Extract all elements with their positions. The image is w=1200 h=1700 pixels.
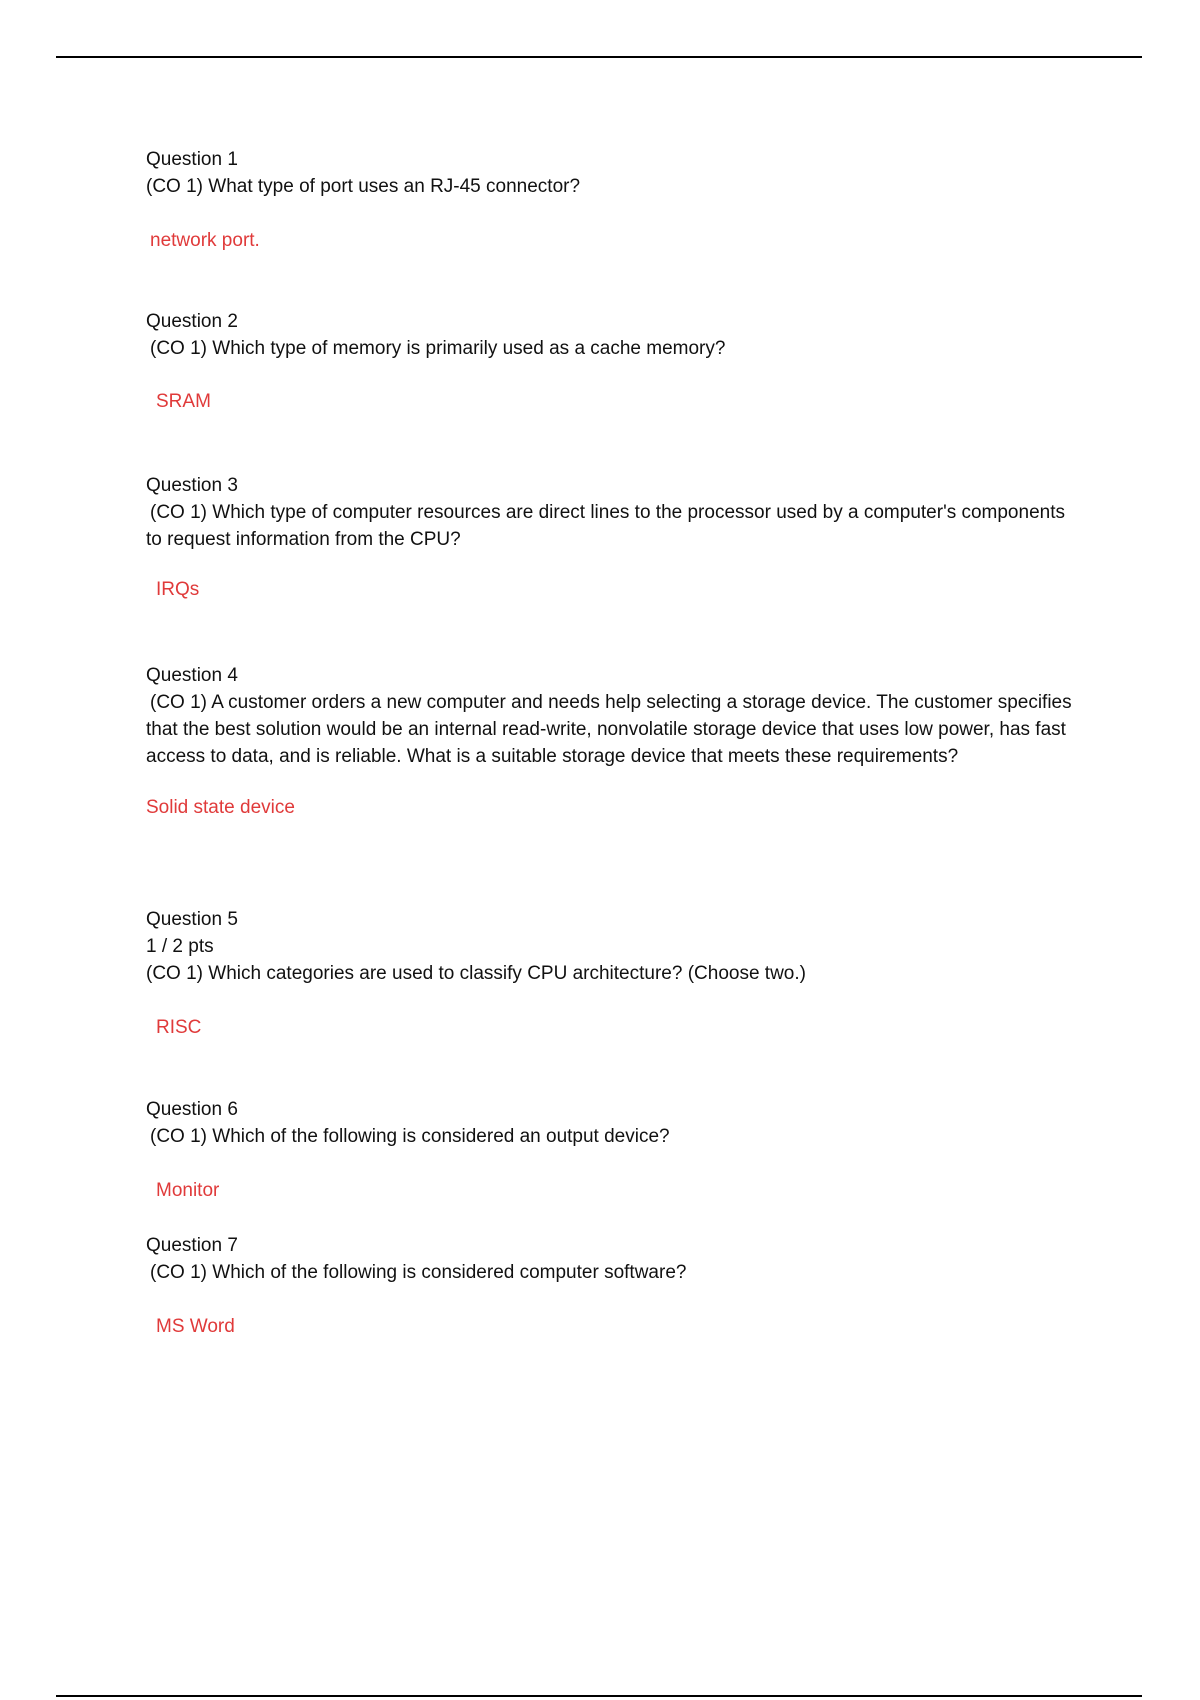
question-title: Question 6 [146, 1099, 238, 1120]
question-title: Question 4 [146, 665, 238, 686]
question-text: (CO 1) Which categories are used to classify CPU architecture? (Choose two.) [146, 963, 806, 984]
question-title: Question 2 [146, 311, 238, 332]
top-rule [56, 56, 1142, 58]
answer-text: network port. [150, 230, 260, 251]
question-5 [146, 906, 806, 1041]
answer-text: Solid state device [146, 797, 295, 818]
question-text: (CO 1) Which type of computer resources are direct lines to the processor used by a computer's components to request information from the CPU? [146, 502, 1065, 550]
question-3 [146, 472, 1086, 603]
question-title: Question 3 [146, 475, 238, 496]
question-1 [146, 146, 580, 254]
question-6 [146, 1096, 670, 1204]
question-points: 1 / 2 pts [146, 936, 214, 957]
answer-text: RISC [156, 1017, 202, 1038]
question-7 [146, 1232, 686, 1340]
question-2 [146, 308, 725, 415]
question-text: (CO 1) A customer orders a new computer and needs help selecting a storage device. The customer specifies that the best solution would be an internal read-write, nonvolatile storage device that uses low power, has fast access to data, and is reliable. What is a suitable storage device that meets these requirements? [146, 692, 1072, 767]
question-text: (CO 1) Which of the following is considered computer software? [150, 1262, 687, 1283]
bottom-rule [56, 1695, 1142, 1697]
question-title: Question 5 [146, 909, 238, 930]
question-title: Question 7 [146, 1235, 238, 1256]
question-4 [146, 662, 1086, 821]
question-title: Question 1 [146, 149, 238, 170]
answer-text: SRAM [156, 391, 211, 412]
answer-text: IRQs [156, 579, 200, 600]
answer-text: MS Word [156, 1316, 235, 1337]
question-text: (CO 1) Which of the following is considered an output device? [150, 1126, 670, 1147]
question-text: (CO 1) Which type of memory is primarily used as a cache memory? [150, 338, 726, 359]
question-text: (CO 1) What type of port uses an RJ-45 connector? [146, 176, 581, 197]
answer-text: Monitor [156, 1180, 220, 1201]
